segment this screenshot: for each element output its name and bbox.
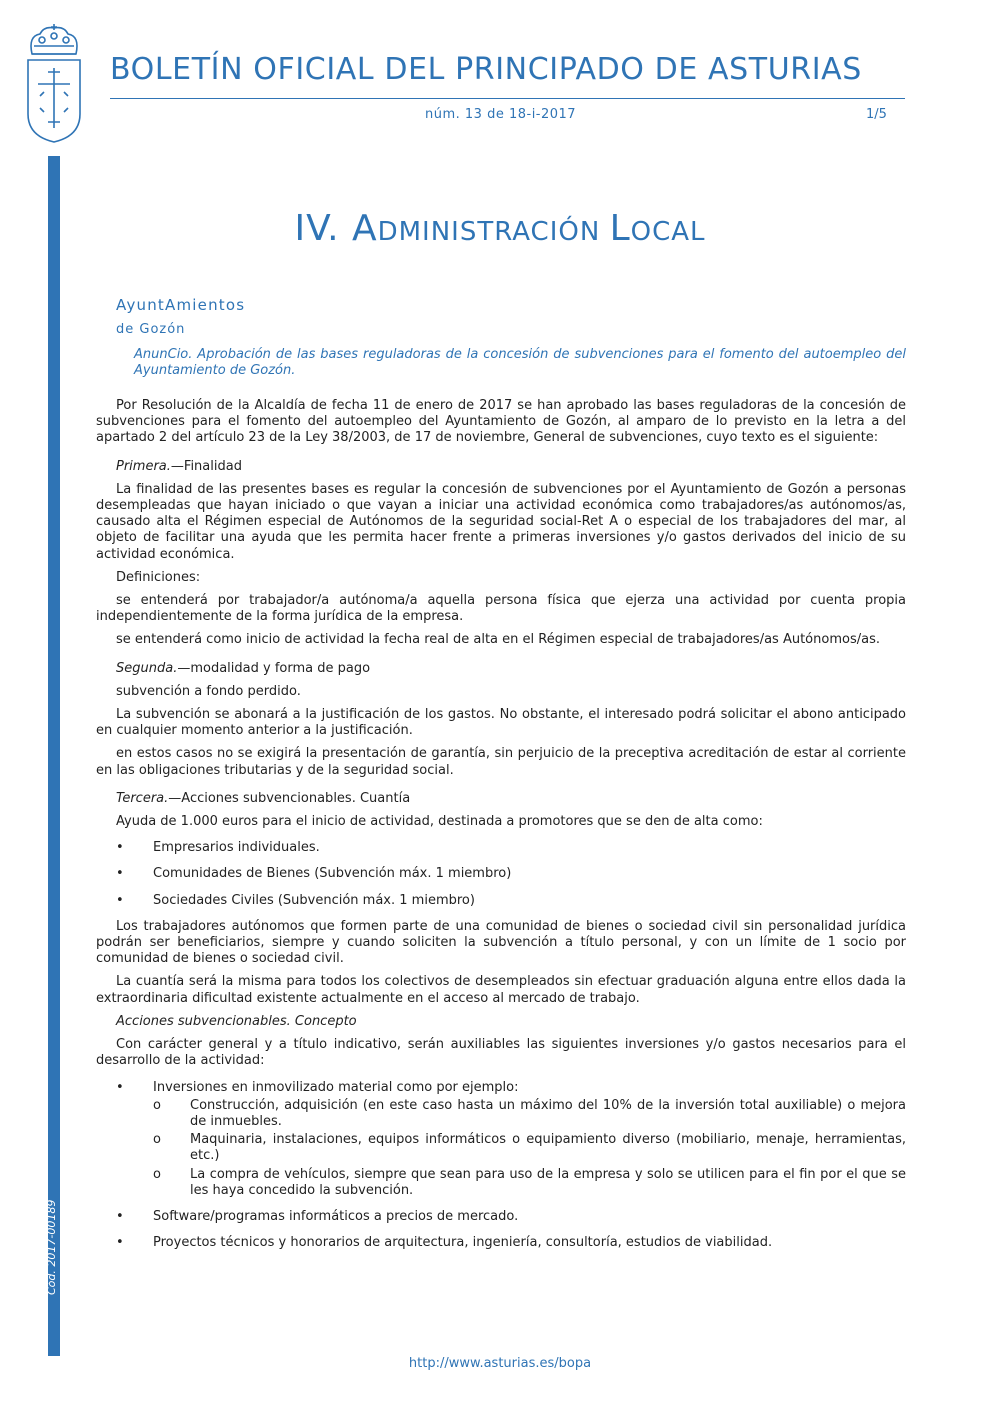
- entity-heading: AyuntAmientos: [116, 296, 246, 314]
- document-code: Cód. 2017-00189: [45, 1199, 58, 1295]
- section-heading: IV. ADMINISTRACIÓN LOCAL: [294, 208, 706, 249]
- paragraph: Definiciones:: [116, 569, 201, 585]
- beneficiary-list: [96, 840, 906, 909]
- paragraph: Con carácter general y a título indicativo, serán auxiliables las siguientes inversiones y/o gastos necesarios para el desarrollo de la actividad:: [96, 1037, 906, 1069]
- paragraph: se entenderá como inicio de actividad la fecha real de alta en el Régimen especial de trabajadores/as Autónomos/as.: [116, 632, 880, 648]
- side-bar: [48, 156, 60, 1356]
- sub-list-item: o La compra de vehículos, siempre que sean para uso de la empresa y solo se utilicen para el fin por el que se les haya concedido la subvención.: [153, 1167, 906, 1199]
- sub-list: [153, 1098, 906, 1199]
- principado-crest-logo: [22, 24, 86, 144]
- section-heading-tercera: Tercera.—Acciones subvencionables. Cuantía: [116, 790, 411, 806]
- paragraph: La finalidad de las presentes bases es regular la concesión de subvenciones por el Ayuntamiento de Gozón a personas desempleadas que hayan iniciado o que vayan a iniciar una actividad económica como trabajadores/as autónomos/as, causado alta el Régimen especial de Autónomos de la seguridad social-Ret A o especial de los trabajadores del mar, al objeto de facilitar una ayuda que les permita hacer frente a primeras inversiones y/o gastos derivados del inicio de su actividad económica.: [96, 481, 906, 562]
- header-rule: [110, 98, 905, 99]
- section-heading-primera: Primera.—Finalidad: [116, 458, 242, 474]
- paragraph: se entenderá por trabajador/a autónoma/a aquella persona física que ejerza una actividad por cuenta propia independientemente de la forma jurídica de la empresa.: [96, 593, 906, 625]
- place-heading: de Gozón: [116, 322, 186, 337]
- list-item: • Software/programas informáticos a precios de mercado.: [96, 1209, 906, 1225]
- list-item: • Inversiones en inmovilizado material como por ejemplo: o Construcción, adquisición (en este caso hasta un máximo del 10% de la inversión total auxiliable) o mejora de inmuebles. o Maquinaria, instalaciones, equipos informáticos o equipamiento diverso (mobiliario, menaje, herramientas, etc.) o La compra de vehículos, siempre que sean para uso de la empresa y solo se utilicen para el fin por el que se les haya concedido la subvención.: [96, 1080, 906, 1199]
- section-heading-segunda: Segunda.—modalidad y forma de pago: [116, 660, 371, 676]
- page-number: 1/5: [866, 107, 887, 122]
- paragraph: subvención a fondo perdido.: [116, 683, 301, 699]
- subsection-heading: Acciones subvencionables. Concepto: [116, 1013, 357, 1029]
- expense-list: [96, 1080, 906, 1252]
- intro-paragraph: Por Resolución de la Alcaldía de fecha 11 de enero de 2017 se han aprobado las bases reguladoras de la concesión de subvenciones para el fomento del autoempleo del Ayuntamiento de Gozón, al amparo de lo previsto en la letra a del apartado 2 del artículo 23 de la Ley 38/2003, de 17 de noviembre, General de subvenciones, cuyo texto es el siguiente:: [96, 398, 906, 446]
- sub-list-item: o Construcción, adquisición (en este caso hasta un máximo del 10% de la inversión total auxiliable) o mejora de inmuebles.: [153, 1098, 906, 1130]
- issue-number: núm. 13 de 18-i-2017: [425, 107, 577, 122]
- bulletin-title: BOLETÍN OFICIAL DEL PRINCIPADO DE ASTURIAS: [110, 52, 862, 87]
- sub-list-item: o Maquinaria, instalaciones, equipos informáticos o equipamiento diverso (mobiliario, menaje, herramientas, etc.): [153, 1132, 906, 1164]
- paragraph: Los trabajadores autónomos que formen parte de una comunidad de bienes o sociedad civil sin personalidad jurídica podrán ser beneficiarios, siempre y cuando soliciten la subvención a título personal, y con un límite de 1 socio por comunidad de bienes o sociedad civil.: [96, 918, 906, 967]
- list-item: • Proyectos técnicos y honorarios de arquitectura, ingeniería, consultoría, estudios de viabilidad.: [96, 1235, 906, 1251]
- document-body: [96, 398, 906, 1261]
- footer-url-link[interactable]: http://www.asturias.es/bopa: [408, 1356, 592, 1371]
- paragraph: La subvención se abonará a la justificación de los gastos. No obstante, el interesado podrá solicitar el abono anticipado en cualquier momento anterior a la justificación.: [96, 707, 906, 739]
- paragraph: en estos casos no se exigirá la presentación de garantía, sin perjuicio de la preceptiva acreditación de estar al corriente en las obligaciones tributarias y de la seguridad social.: [96, 746, 906, 778]
- list-item: • Sociedades Civiles (Subvención máx. 1 miembro): [96, 893, 906, 909]
- list-item: • Empresarios individuales.: [96, 840, 906, 856]
- announcement-title: AnunCio. Aprobación de las bases reguladoras de la concesión de subvenciones para el fomento del autoempleo del Ayuntamiento de Gozón.: [134, 347, 906, 378]
- paragraph: La cuantía será la misma para todos los colectivos de desempleados sin efectuar graduación alguna entre ellos dada la extraordinaria dificultad existente actualmente en el acceso al mercado de trabajo.: [96, 974, 906, 1006]
- list-item: • Comunidades de Bienes (Subvención máx. 1 miembro): [96, 866, 906, 882]
- paragraph: Ayuda de 1.000 euros para el inicio de actividad, destinada a promotores que se den de alta como:: [116, 814, 763, 830]
